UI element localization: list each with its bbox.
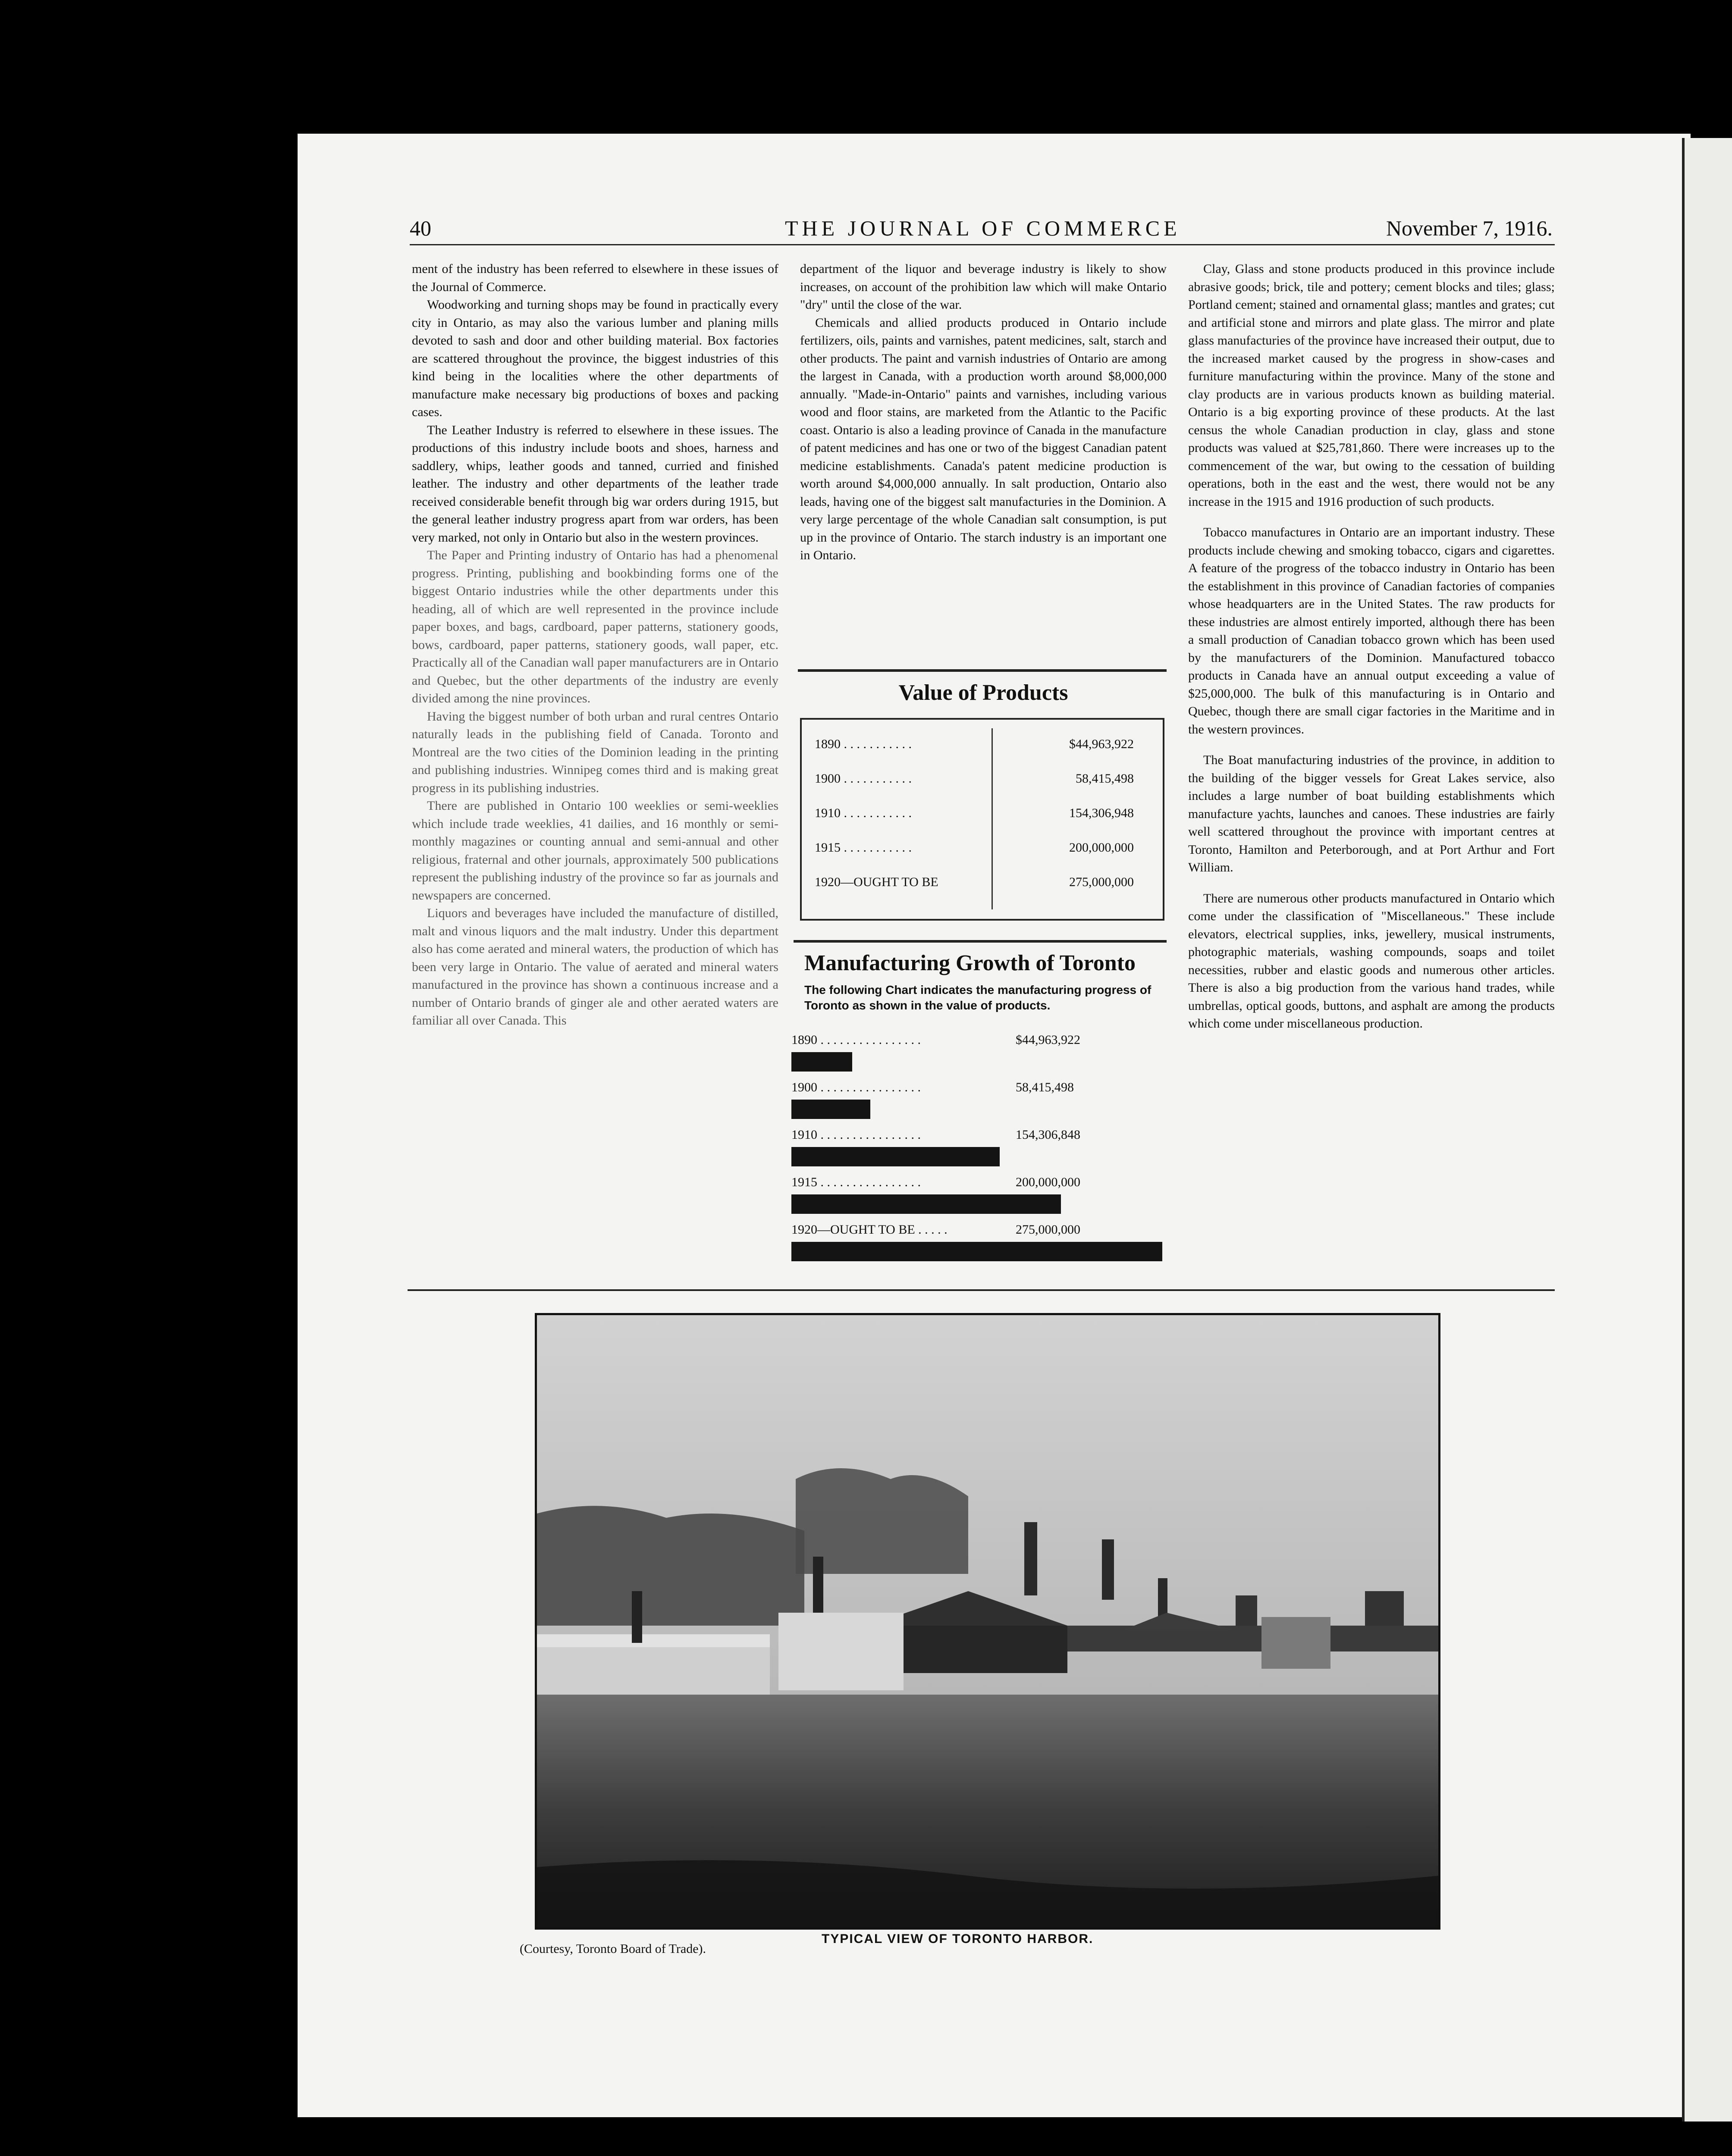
photo-caption: TYPICAL VIEW OF TORONTO HARBOR. (822, 1932, 1094, 1946)
chart-bar (791, 1100, 870, 1119)
chart-top-rule (794, 940, 1167, 943)
table-value: 275,000,000 (1069, 875, 1134, 889)
bar-year-label: 1910 . . . . . . . . . . . . . . . . (791, 1128, 921, 1142)
chart-row (791, 1080, 1167, 1128)
bar-year-label: 1920—OUGHT TO BE . . . . . (791, 1222, 948, 1237)
chart-bar (791, 1052, 852, 1072)
harbor-photo-image (537, 1315, 1438, 1927)
chart-row (791, 1033, 1167, 1080)
value-table (800, 718, 1164, 921)
page-header (410, 216, 1553, 246)
paragraph: department of the liquor and beverage industry is likely to show increases, on account of the prohibition law which will make Ontario "dry" until the close of the war. (800, 262, 1167, 312)
bar-value-label: $44,963,922 (1016, 1033, 1080, 1047)
chart-title: Manufacturing Growth of Toronto (804, 951, 1136, 975)
value-of-products-box (800, 671, 1167, 921)
table-row (815, 866, 1151, 901)
table-row (815, 763, 1151, 797)
section-rule (408, 1289, 1555, 1291)
bar-year-label: 1900 . . . . . . . . . . . . . . . . (791, 1080, 921, 1094)
paragraph: Liquors and beverages have included the manufacture of distilled, malt and vinous liquors and the malt industry. Under this department also has come aerated and mineral waters, the production of which has been very large in Ontario. The value of aerated and mineral waters manufactured in the province has shown a continuous increase and a number of Ontario brands of ginger ale and other aerated waters are familiar all over Canada. This (412, 906, 778, 1028)
paragraph: Chemicals and allied products produced in Ontario include fertilizers, oils, paints and varnishes, patent medicines, salt, starch and other products. The paint and varnish industries of Ontario are among the largest in Canada, with a production worth around $8,000,000 annually. "Made-in-Ontario" paints and varnishes, including various wood and floor stains, are marketed from the Atlantic to the Pacific coast. Ontario is also a leading province of Canada in the manufacture of patent medicines and has one or two of the biggest Canadian patent medicine establishments. Canada's patent medicine production is worth around $4,000,000 annually. In salt production, Ontario also leads, having one of the biggest salt manufacturies in the Dominion. A very large percentage of the whole Canadian salt consumption, is put up in the province of Ontario. The starch industry is an important one in Ontario. (800, 315, 1167, 562)
harbor-photo (535, 1313, 1440, 1930)
chart-row (791, 1175, 1167, 1222)
paragraph: Woodworking and turning shops may be found in practically every city in Ontario, as may also the various lumber and planing mills devoted to sash and door and other building material. Box factories are scattered throughout the province, the biggest industries of this kind being in the localities where the other departments of manufacture make necessary big productions of boxes and packing cases. (412, 298, 778, 419)
table-year: 1890 . . . . . . . . . . . (815, 737, 912, 751)
paragraph: The Boat manufacturing industries of the province, in addition to the building of the bigger vessels for Great Lakes service, also includes a large number of boat building establishments which manufacture yachts, launches and canoes. These industries are fairly well scattered throughout the province with important centres at Toronto, Hamilton and Peterborough, and at Port Arthur and Fort William. (1188, 753, 1555, 874)
paragraph: There are published in Ontario 100 weeklies or semi-weeklies which include trade weeklies, 41 dailies, and 16 monthly or semi-monthly magazines or counting annual and semi-annual and other religious, fraternal and other journals, approximately 500 publications represent the publishing industry of the province so far as journals and newspapers are concerned. (412, 799, 778, 903)
paragraph: Having the biggest number of both urban and rural centres Ontario naturally leads in the publishing field of Canada. Toronto and Montreal are the two cities of the Dominion leading in the printing and publishing industries. Winnipeg comes third and is making great progress in its publishing industries. (412, 709, 778, 795)
chart-bar (791, 1147, 1000, 1166)
chart-bar (791, 1194, 1061, 1214)
article-column-3 (1188, 260, 1555, 1267)
issue-date: November 7, 1916. (1386, 216, 1553, 240)
paragraph: The Leather Industry is referred to elsewhere in these issues. The productions of this industry include boots and shoes, harness and saddlery, whips, leather goods and tanned, curried and finished leather. The industry and other departments of the leather trade received considerable benefit through big war orders during 1915, but the general leather industry progress apart from war orders, has been very marked, not only in Ontario but also in the western provinces. (412, 423, 778, 545)
adjacent-page-edge (1682, 138, 1732, 2122)
table-row (815, 728, 1151, 763)
header-rule (410, 244, 1555, 245)
table-value: 154,306,948 (1069, 806, 1134, 820)
paragraph: ment of the industry has been referred to elsewhere in these issues of the Journal of Commerce. (412, 262, 778, 294)
table-row (815, 832, 1151, 866)
bar-value-label: 275,000,000 (1016, 1222, 1080, 1237)
paragraph: Tobacco manufactures in Ontario are an important industry. These products include chewing and smoking tobacco, cigars and cigarettes. A feature of the progress of the tobacco industry in Ontario has been the establishment in this province of Canadian factories of companies whose headquarters are in the United States. The raw products for these industries are almost entirely imported, although there has been a small production of Canadian tobacco grown which has been used by the manufacturers of the Dominion. Manufactured tobacco products in Canada have an annual output exceeding a value of $25,000,000. The bulk of this manufacturing is in Ontario and Quebec, though there are small cigar factories in the Maritime and in the western provinces. (1188, 525, 1555, 736)
value-table-title: Value of Products (898, 680, 1068, 705)
bar-value-label: 58,415,498 (1016, 1080, 1074, 1094)
table-year: 1900 . . . . . . . . . . . (815, 771, 912, 786)
chart-row (791, 1128, 1167, 1175)
bar-value-label: 200,000,000 (1016, 1175, 1080, 1189)
photo-credit: (Courtesy, Toronto Board of Trade). (520, 1942, 706, 1956)
bar-value-label: 154,306,848 (1016, 1128, 1080, 1142)
chart-row (791, 1222, 1167, 1270)
table-row (815, 797, 1151, 832)
paragraph: The Paper and Printing industry of Ontario has had a phenomenal progress. Printing, publishing and bookbinding forms one of the biggest Ontario industries while the other departments under this heading, all of which are well represented in the province include paper boxes, and bags, cardboard, paper patterns, stationery goods, bows, cardboard, paper patterns, stationery goods, wall paper, etc. Practically all of the Canadian wall paper manufacturers are in Ontario and Quebec, but the other departments of the industry are evenly divided among the nine provinces. (412, 548, 778, 705)
table-year: 1915 . . . . . . . . . . . (815, 840, 912, 855)
manufacturing-growth-chart (791, 944, 1167, 1276)
chart-bar (791, 1242, 1162, 1261)
page-number: 40 (410, 216, 431, 240)
chart-subtitle: The following Chart indicates the manufacturing progress of Toronto as shown in the value of products. (804, 983, 1152, 1012)
bar-year-label: 1915 . . . . . . . . . . . . . . . . (791, 1175, 921, 1189)
table-value: 58,415,498 (1076, 771, 1134, 786)
table-year: 1920—OUGHT TO BE (815, 875, 938, 889)
journal-title: THE JOURNAL OF COMMERCE (785, 216, 1181, 240)
bar-year-label: 1890 . . . . . . . . . . . . . . . . (791, 1033, 921, 1047)
paragraph: Clay, Glass and stone products produced in this province include abrasive goods; brick, tile and pottery; cement blocks and tiles; glass; Portland cement; stained and ornamental glass; mantles and grates; cut and artificial stone and mirrors and plate glass. The mirror and plate glass manufacturies of the province have increased their output, due to the increased market caused by the progress in show-cases and furniture manufacturing within the province. Many of the stone and clay products are in various products known as building material. Ontario is a big exporting province of these products. At the last census the whole Canadian production in clay, glass and stone products was valued at $25,781,860. There were increases up to the commencement of the war, but owing to the cessation of building operations, both in the east and the west, there would not be any increase in the 1915 and 1916 production of such products. (1188, 262, 1555, 509)
paragraph: There are numerous other products manufactured in Ontario which come under the classification of "Miscellaneous." These include elevators, electrical supplies, inks, jewellery, musical instruments, photographic materials, washing compounds, soaps and toilet necessities, rubber and elastic goods and numerous other articles. There is also a big production from the various hand trades, while umbrellas, optical goods, buttons, and asphalt are among the products which come under miscellaneous production. (1188, 891, 1555, 1031)
table-value: $44,963,922 (1069, 737, 1134, 751)
table-year: 1910 . . . . . . . . . . . (815, 806, 912, 820)
article-column-2 (800, 260, 1167, 657)
article-column-1 (412, 260, 778, 1267)
table-value: 200,000,000 (1069, 840, 1134, 855)
